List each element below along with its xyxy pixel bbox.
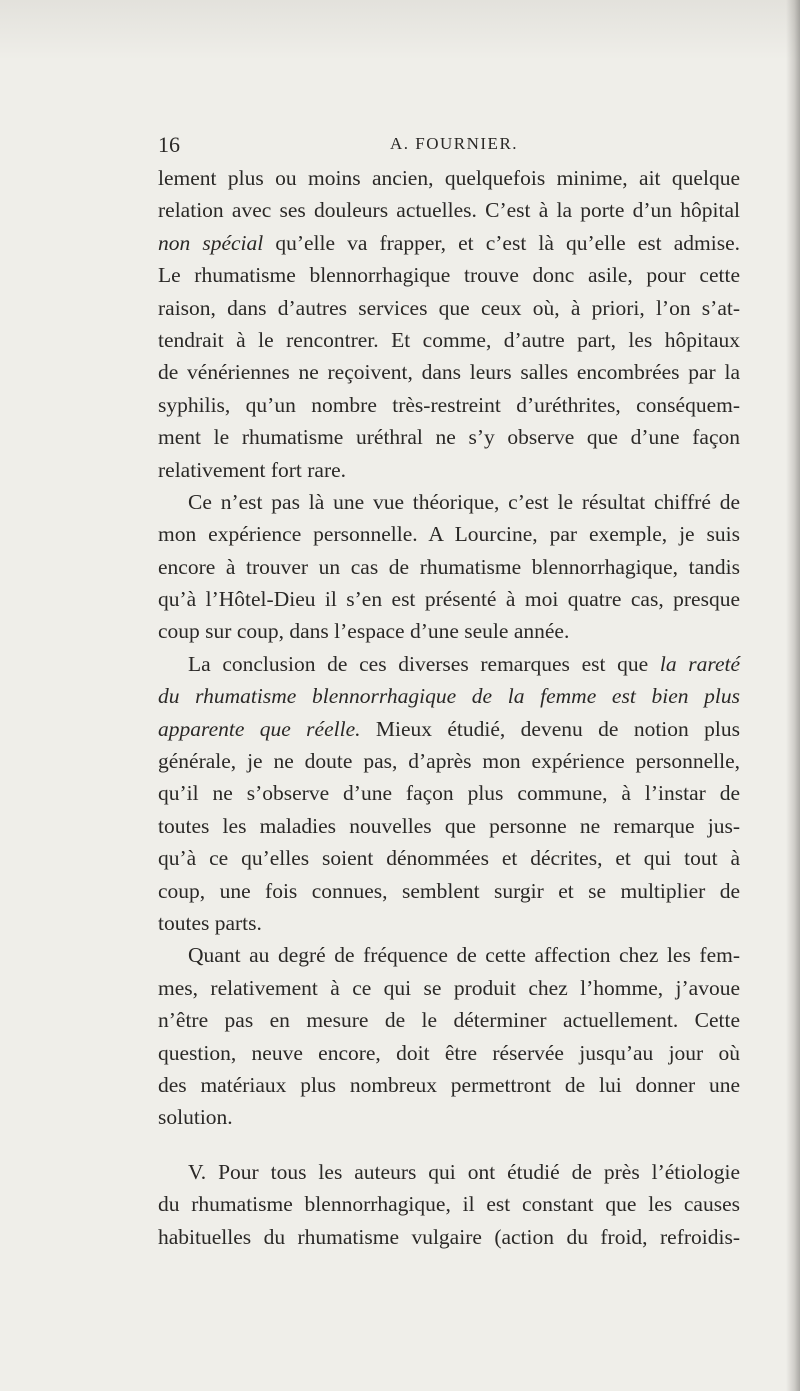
text-line bbox=[158, 810, 740, 842]
paragraph bbox=[158, 648, 740, 940]
line-text: raison, dans d’autres services que ceux où, à priori, l’on s’at- bbox=[158, 295, 740, 320]
page-top-shadow bbox=[0, 0, 800, 60]
text-line bbox=[158, 972, 740, 1004]
page-edge-shadow bbox=[786, 0, 800, 1391]
text-line bbox=[158, 1004, 740, 1036]
italic-text: la rareté bbox=[659, 651, 740, 676]
line-text: relation avec ses douleurs actuelles. C’est à la porte d’un hôpital bbox=[158, 198, 740, 223]
page-content bbox=[158, 128, 740, 1253]
text-line bbox=[158, 1156, 740, 1188]
text-line bbox=[158, 875, 740, 907]
text-line bbox=[158, 1037, 740, 1069]
line-text: Le rhumatisme blennorrhagique trouve donc asile, pour cette bbox=[158, 263, 740, 288]
line-text: lement plus ou moins ancien, quelquefois minime, ait quelque bbox=[158, 166, 740, 190]
line-text: question, neuve encore, doit être réservée jusqu’au jour où bbox=[158, 1040, 740, 1065]
line-text: toutes parts. bbox=[158, 910, 262, 935]
line-text: qu’à ce qu’elles soient dénommées et décrites, et qui tout à bbox=[158, 846, 740, 871]
line-text: coup sur coup, dans l’espace d’une seule année. bbox=[158, 619, 570, 644]
text-line bbox=[158, 162, 740, 194]
text-line bbox=[158, 583, 740, 615]
running-head: A. FOURNIER. bbox=[390, 134, 519, 153]
line-text: relativement fort rare. bbox=[158, 457, 347, 482]
line-text: encore à trouver un cas de rhumatisme blennorrhagique, tandis bbox=[158, 554, 740, 579]
paragraph bbox=[158, 486, 740, 648]
page-number: 16 bbox=[158, 132, 180, 157]
paragraph bbox=[158, 939, 740, 1133]
text-line bbox=[158, 227, 740, 259]
line-text: du rhumatisme blennorrhagique, il est constant que les causes bbox=[158, 1192, 740, 1217]
text-line bbox=[158, 713, 740, 745]
line-text: ment le rhumatisme uréthral ne s’y observe que d’une façon bbox=[158, 425, 740, 450]
text-line bbox=[158, 1069, 740, 1101]
italic-text: du rhumatisme blennorrhagique de la femme est bien plus bbox=[158, 684, 740, 709]
text-line bbox=[158, 292, 740, 324]
line-text: qu’à l’Hôtel-Dieu il s’en est présenté à moi quatre cas, presque bbox=[158, 587, 740, 612]
italic-text: apparente que réelle. bbox=[158, 716, 361, 741]
text-line bbox=[158, 389, 740, 421]
text-line bbox=[158, 194, 740, 226]
text-line bbox=[158, 745, 740, 777]
line-text: mon expérience personnelle. A Lourcine, par exemple, je suis bbox=[158, 522, 740, 547]
text-line bbox=[158, 1188, 740, 1220]
line-text: n’être pas en mesure de le déterminer actuellement. Cette bbox=[158, 1008, 740, 1033]
line-text: Ce n’est pas là une vue théorique, c’est le résultat chiffré de bbox=[188, 489, 740, 514]
line-text: solution. bbox=[158, 1105, 233, 1130]
line-text: habituelles du rhumatisme vulgaire (action du froid, refroidis- bbox=[158, 1224, 740, 1249]
page-header bbox=[158, 128, 740, 162]
line-text: des matériaux plus nombreux permettront de lui donner une bbox=[158, 1072, 740, 1097]
text-line bbox=[158, 551, 740, 583]
paragraph bbox=[158, 162, 740, 486]
line-text: générale, je ne doute pas, d’après mon expérience personnelle, bbox=[158, 749, 740, 774]
text-line bbox=[158, 486, 740, 518]
text-line bbox=[158, 842, 740, 874]
line-text: qu’elle va frapper, et c’est là qu’elle est admise. bbox=[263, 230, 740, 255]
text-line bbox=[158, 259, 740, 291]
text-line bbox=[158, 518, 740, 550]
line-text: qu’il ne s’observe d’une façon plus commune, à l’instar de bbox=[158, 781, 740, 806]
line-text: de vénériennes ne reçoivent, dans leurs salles encombrées par la bbox=[158, 360, 740, 385]
line-text: toutes les maladies nouvelles que personne ne remarque jus- bbox=[158, 813, 740, 838]
paragraph bbox=[158, 1156, 740, 1253]
line-text: V. Pour tous les auteurs qui ont étudié de près l’étiologie bbox=[188, 1159, 740, 1184]
text-line bbox=[158, 324, 740, 356]
text-line bbox=[158, 421, 740, 453]
text-line bbox=[158, 648, 740, 680]
section-gap bbox=[158, 1134, 740, 1156]
line-text: Mieux étudié, devenu de notion plus bbox=[360, 716, 740, 741]
line-text: Quant au degré de fréquence de cette affection chez les fem- bbox=[188, 943, 740, 968]
text-line bbox=[158, 1101, 740, 1133]
line-text: syphilis, qu’un nombre très-restreint d’uréthrites, conséquem- bbox=[158, 392, 740, 417]
text-line bbox=[158, 680, 740, 712]
text-line bbox=[158, 615, 740, 647]
line-text: mes, relativement à ce qui se produit chez l’homme, j’avoue bbox=[158, 975, 740, 1000]
line-text: coup, une fois connues, semblent surgir et se multiplier de bbox=[158, 878, 740, 903]
text-line bbox=[158, 1221, 740, 1253]
text-line bbox=[158, 356, 740, 388]
text-line bbox=[158, 939, 740, 971]
line-text: La conclusion de ces diverses remarques est que bbox=[188, 651, 660, 676]
body-text bbox=[158, 162, 740, 1253]
text-line bbox=[158, 777, 740, 809]
text-line bbox=[158, 454, 740, 486]
text-line bbox=[158, 907, 740, 939]
line-text: tendrait à le rencontrer. Et comme, d’autre part, les hôpitaux bbox=[158, 327, 740, 352]
italic-text: non spécial bbox=[158, 230, 264, 255]
